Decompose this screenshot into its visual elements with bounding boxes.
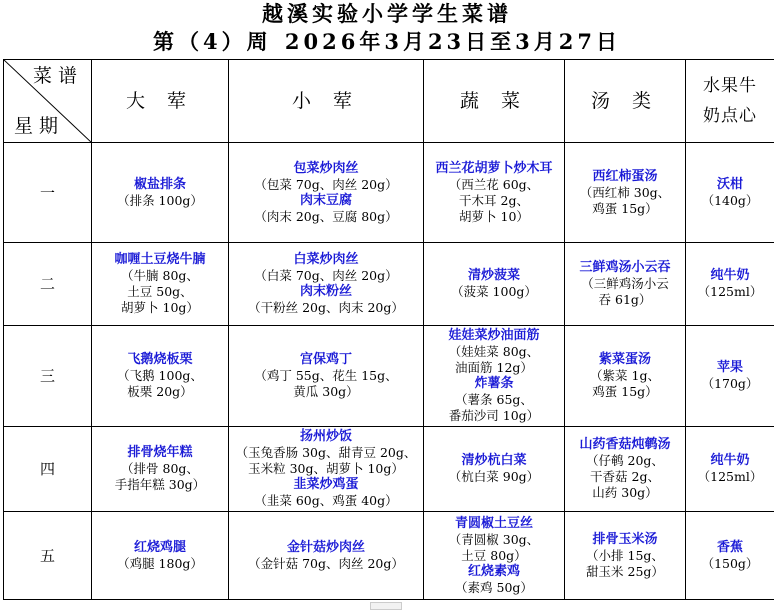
- dish-name: 炸薯条: [424, 376, 564, 392]
- table-row: [4, 143, 774, 243]
- ingredient-line: （杭白菜 90g）: [424, 469, 564, 485]
- weekday-cell: 四: [4, 427, 92, 512]
- fruit-name: 纯牛奶: [686, 268, 774, 284]
- ingredient-line: （肉末 20g、豆腐 80g）: [229, 209, 423, 225]
- fruit-header-line1: 水果牛: [686, 71, 774, 101]
- menu-cell-fruit: [686, 512, 774, 600]
- ingredient-line: 山药 30g）: [565, 485, 685, 501]
- corner-top-label: 菜谱: [33, 68, 83, 84]
- ingredient-line: 甜玉米 25g）: [565, 564, 685, 580]
- menu-cell-big: [92, 427, 229, 512]
- ingredient-line: （鸡腿 180g）: [92, 556, 228, 572]
- menu-cell-veg: [424, 512, 565, 600]
- fruit-name: 苹果: [686, 360, 774, 376]
- ingredient-line: （干粉丝 20g、肉末 20g）: [229, 300, 423, 316]
- ingredient-line: 板栗 20g）: [92, 384, 228, 400]
- dish-name: 椒盐排条: [92, 177, 228, 193]
- dish-name: 宫保鸡丁: [229, 352, 423, 368]
- weekday-cell: 五: [4, 512, 92, 600]
- col-header-vegetable: 蔬 菜: [424, 60, 565, 143]
- table-row: [4, 326, 774, 427]
- ingredient-line: （鸡丁 55g、花生 15g、: [229, 368, 423, 384]
- menu-cell-small: [229, 512, 424, 600]
- menu-cell-small: [229, 326, 424, 427]
- col-header-big-meat: 大 荤: [92, 60, 229, 143]
- ingredient-line: 胡萝卜 10g）: [92, 300, 228, 316]
- dish-name: 西兰花胡萝卜炒木耳: [424, 161, 564, 177]
- menu-title: 越溪实验小学学生菜谱: [0, 2, 774, 26]
- week-date-range: 第（4）周 2026年3月23日至3月27日: [0, 30, 774, 54]
- dish-name: 娃娃菜炒油面筋: [424, 328, 564, 344]
- ingredient-line: 土豆 80g）: [424, 548, 564, 564]
- ingredient-line: （白菜 70g、肉丝 20g）: [229, 268, 423, 284]
- weekday-cell: 一: [4, 143, 92, 243]
- ingredient-line: （小排 15g、: [565, 548, 685, 564]
- table-row: [4, 512, 774, 600]
- ingredient-line: （韭菜 60g、鸡蛋 40g）: [229, 493, 423, 509]
- menu-cell-fruit: [686, 326, 774, 427]
- ingredient-line: （紫菜 1g、: [565, 368, 685, 384]
- table-row: [4, 427, 774, 512]
- menu-cell-veg: [424, 326, 565, 427]
- ingredient-line: （青圆椒 30g、: [424, 532, 564, 548]
- menu-cell-soup: [565, 143, 686, 243]
- dish-name: 韭菜炒鸡蛋: [229, 477, 423, 493]
- dish-name: 包菜炒肉丝: [229, 161, 423, 177]
- menu-cell-soup: [565, 512, 686, 600]
- dish-name: 肉末豆腐: [229, 193, 423, 209]
- dish-name: 清炒菠菜: [424, 268, 564, 284]
- ingredient-line: 黄瓜 30g）: [229, 384, 423, 400]
- fruit-name: 香蕉: [686, 540, 774, 556]
- ingredient-line: （菠菜 100g）: [424, 284, 564, 300]
- menu-cell-big: [92, 143, 229, 243]
- ingredient-line: （西兰花 60g、: [424, 177, 564, 193]
- table-row: [4, 243, 774, 326]
- dish-name: 红烧素鸡: [424, 564, 564, 580]
- fruit-name: 沃柑: [686, 177, 774, 193]
- dish-name: 红烧鸡腿: [92, 540, 228, 556]
- fruit-amount: （150g）: [686, 556, 774, 572]
- corner-cell: [4, 60, 92, 143]
- menu-cell-soup: [565, 243, 686, 326]
- ingredient-line: 玉米粒 30g、胡萝卜 10g）: [229, 461, 423, 477]
- ingredient-line: （金针菇 70g、肉丝 20g）: [229, 556, 423, 572]
- ingredient-line: 干香菇 2g、: [565, 469, 685, 485]
- ingredient-line: 油面筋 12g）: [424, 360, 564, 376]
- ingredient-line: （玉兔香肠 30g、甜青豆 20g、: [229, 445, 423, 461]
- weekday-cell: 三: [4, 326, 92, 427]
- col-header-fruit-milk: [686, 60, 774, 143]
- ingredient-line: 手指年糕 30g）: [92, 477, 228, 493]
- ingredient-line: （薯条 65g、: [424, 392, 564, 408]
- ingredient-line: 胡萝卜 10）: [424, 209, 564, 225]
- dish-name: 肉末粉丝: [229, 284, 423, 300]
- fruit-amount: （125ml）: [686, 469, 774, 485]
- menu-cell-soup: [565, 427, 686, 512]
- dish-name: 青圆椒土豆丝: [424, 516, 564, 532]
- ingredient-line: 鸡蛋 15g）: [565, 201, 685, 217]
- ingredient-line: （牛腩 80g、: [92, 268, 228, 284]
- weekday-cell: 二: [4, 243, 92, 326]
- ingredient-line: （排骨 80g、: [92, 461, 228, 477]
- fruit-amount: （170g）: [686, 376, 774, 392]
- dish-name: 山药香菇炖鹌汤: [565, 437, 685, 453]
- menu-cell-big: [92, 326, 229, 427]
- ingredient-line: 鸡蛋 15g）: [565, 384, 685, 400]
- dish-name: 金针菇炒肉丝: [229, 540, 423, 556]
- ingredient-line: （三鲜鸡汤小云: [565, 276, 685, 292]
- menu-cell-big: [92, 512, 229, 600]
- col-header-soup: 汤 类: [565, 60, 686, 143]
- menu-cell-fruit: [686, 143, 774, 243]
- ingredient-line: 吞 61g）: [565, 292, 685, 308]
- fruit-name: 纯牛奶: [686, 453, 774, 469]
- col-header-small-meat: 小 荤: [229, 60, 424, 143]
- menu-cell-soup: [565, 326, 686, 427]
- ingredient-line: （包菜 70g、肉丝 20g）: [229, 177, 423, 193]
- fruit-amount: （125ml）: [686, 284, 774, 300]
- ingredient-line: （娃娃菜 80g、: [424, 344, 564, 360]
- menu-cell-big: [92, 243, 229, 326]
- ingredient-line: 干木耳 2g、: [424, 193, 564, 209]
- dish-name: 清炒杭白菜: [424, 453, 564, 469]
- dish-name: 排骨烧年糕: [92, 445, 228, 461]
- menu-cell-veg: [424, 243, 565, 326]
- dish-name: 西红柿蛋汤: [565, 169, 685, 185]
- menu-cell-veg: [424, 427, 565, 512]
- ingredient-line: 番茄沙司 10g）: [424, 408, 564, 424]
- menu-cell-small: [229, 427, 424, 512]
- dish-name: 咖喱土豆烧牛腩: [92, 252, 228, 268]
- menu-cell-veg: [424, 143, 565, 243]
- dish-name: 飞鹅烧板栗: [92, 352, 228, 368]
- dish-name: 排骨玉米汤: [565, 532, 685, 548]
- ingredient-line: 土豆 50g、: [92, 284, 228, 300]
- menu-cell-small: [229, 143, 424, 243]
- fruit-header-line2: 奶点心: [686, 101, 774, 131]
- menu-cell-fruit: [686, 243, 774, 326]
- menu-cell-fruit: [686, 427, 774, 512]
- dish-name: 紫菜蛋汤: [565, 352, 685, 368]
- dish-name: 扬州炒饭: [229, 429, 423, 445]
- fruit-amount: （140g）: [686, 193, 774, 209]
- dish-name: 白菜炒肉丝: [229, 252, 423, 268]
- ingredient-line: （仔鹌 20g、: [565, 453, 685, 469]
- corner-bottom-label: 星期: [14, 118, 64, 134]
- dish-name: 三鲜鸡汤小云吞: [565, 260, 685, 276]
- menu-cell-small: [229, 243, 424, 326]
- ingredient-line: （飞鹅 100g、: [92, 368, 228, 384]
- ingredient-line: （排条 100g）: [92, 193, 228, 209]
- menu-table: [3, 59, 774, 600]
- header-row: [4, 60, 774, 143]
- ingredient-line: （西红柿 30g、: [565, 185, 685, 201]
- ingredient-line: （素鸡 50g）: [424, 580, 564, 596]
